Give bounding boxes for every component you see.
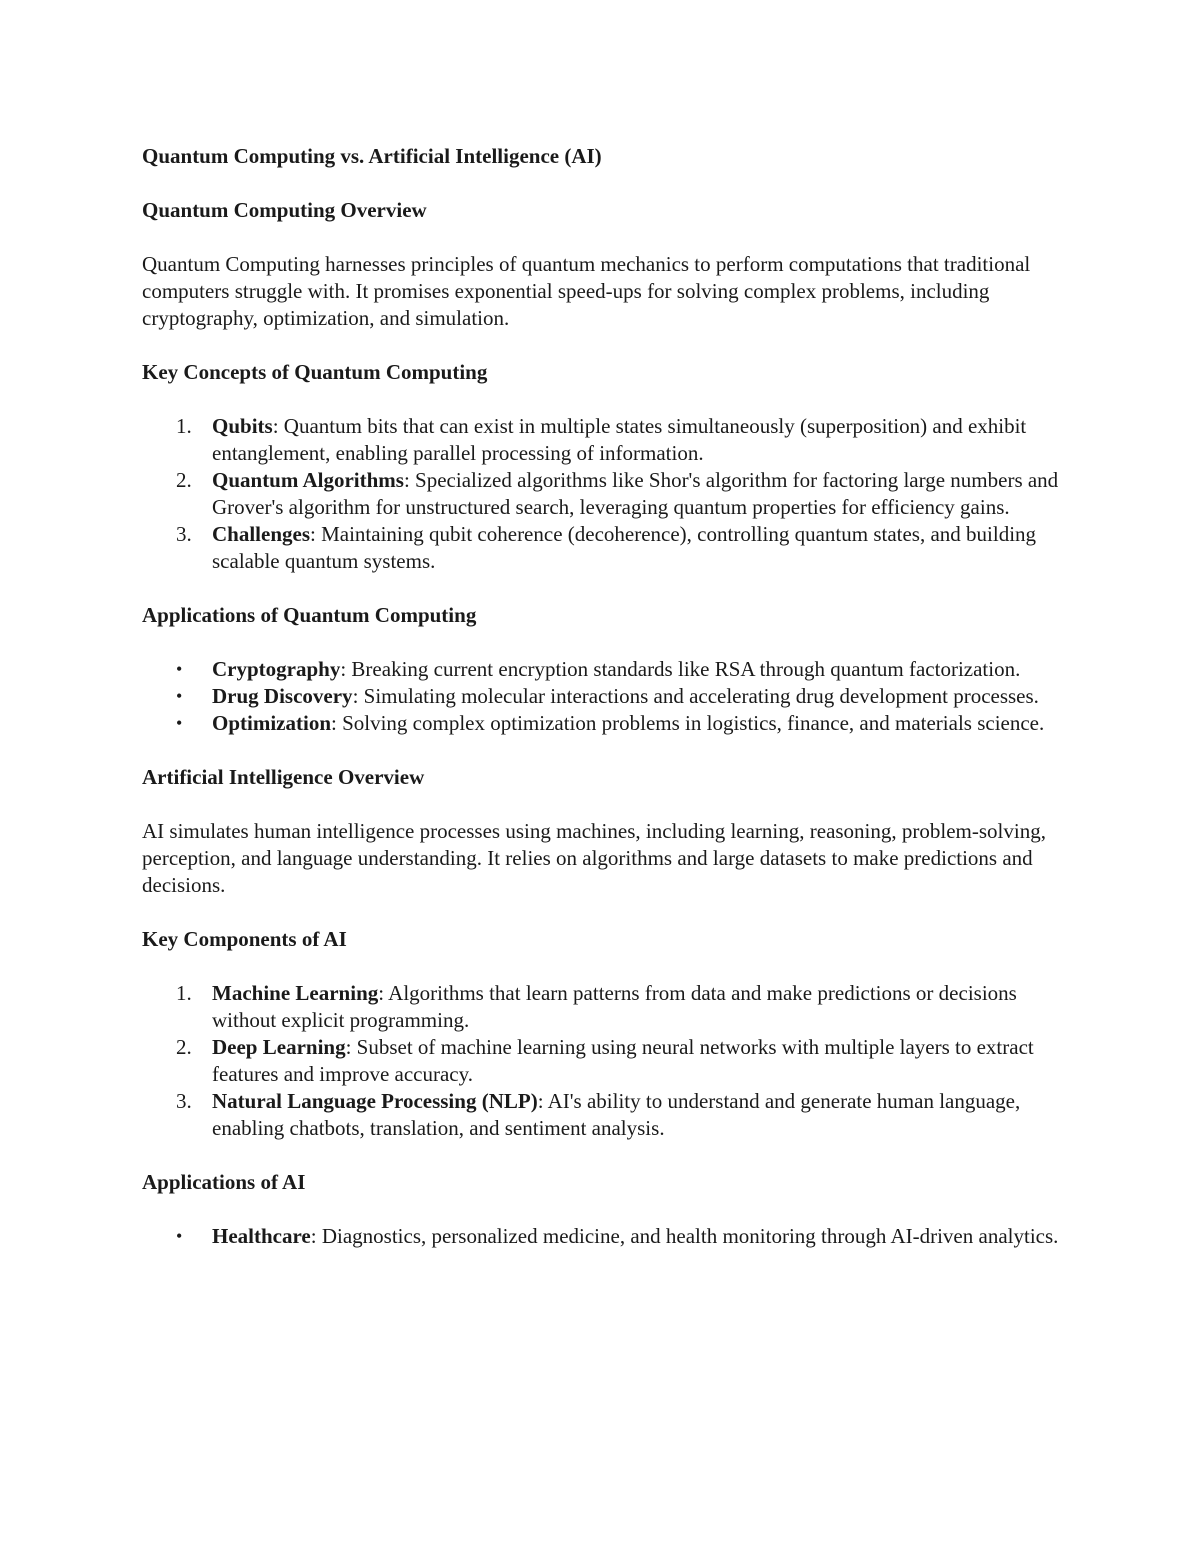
list-number: 3.: [176, 1089, 192, 1113]
section-heading-ai-components: Key Components of AI: [142, 927, 347, 951]
section-heading-qc-concepts: Key Concepts of Quantum Computing: [142, 360, 488, 384]
list-item-text: : Maintaining qubit coherence (decoherence), controlling quantum states, and building scalable quantum systems.: [212, 522, 1037, 573]
bullet-icon: •: [176, 659, 183, 679]
qc-applications-list: [142, 656, 1062, 737]
qc-overview-paragraph: Quantum Computing harnesses principles of quantum mechanics to perform computations that traditional computers struggle with. It promises exponential speed-ups for solving complex problems, including cryptography, optimization, and simulation.: [142, 252, 1031, 330]
list-item: [142, 521, 1062, 575]
list-item: [142, 1088, 1062, 1142]
list-item-term: Deep Learning: [212, 1035, 346, 1059]
list-item-term: Healthcare: [212, 1224, 311, 1248]
list-item: [142, 683, 1062, 710]
document-page: [142, 143, 1062, 1277]
list-number: 1.: [176, 981, 192, 1005]
list-item-text: : Breaking current encryption standards like RSA through quantum factorization.: [340, 657, 1021, 681]
list-item-term: Cryptography: [212, 657, 341, 681]
list-item-text: : Subset of machine learning using neural networks with multiple layers to extract features and improve accuracy.: [212, 1035, 1034, 1086]
list-item: [142, 656, 1062, 683]
list-item-term: Drug Discovery: [212, 684, 353, 708]
list-item-text: : Simulating molecular interactions and accelerating drug development processes.: [352, 684, 1039, 708]
bullet-icon: •: [176, 713, 183, 733]
list-item-text: : Algorithms that learn patterns from data and make predictions or decisions without explicit programming.: [212, 981, 1017, 1032]
list-item: [142, 710, 1062, 737]
list-item: [142, 467, 1062, 521]
document-title: Quantum Computing vs. Artificial Intelligence (AI): [142, 144, 602, 168]
section-heading-qc-applications: Applications of Quantum Computing: [142, 603, 477, 627]
list-item-term: Natural Language Processing (NLP): [212, 1089, 538, 1113]
list-item-text: : Diagnostics, personalized medicine, and health monitoring through AI-driven analytics.: [310, 1224, 1059, 1248]
ai-applications-list: [142, 1223, 1062, 1250]
section-heading-ai-applications: Applications of AI: [142, 1170, 306, 1194]
list-item-text: : AI's ability to understand and generate human language, enabling chatbots, translation, and sentiment analysis.: [212, 1089, 1021, 1140]
list-item-term: Optimization: [212, 711, 331, 735]
section-heading-ai-overview: Artificial Intelligence Overview: [142, 765, 425, 789]
list-item-term: Qubits: [212, 414, 273, 438]
list-number: 3.: [176, 522, 192, 546]
list-item-text: : Specialized algorithms like Shor's algorithm for factoring large numbers and Grover's algorithm for unstructured search, leveraging quantum properties for efficiency gains.: [212, 468, 1059, 519]
bullet-icon: •: [176, 1226, 183, 1246]
list-item-text: : Quantum bits that can exist in multiple states simultaneously (superposition) and exhibit entanglement, enabling parallel processing of information.: [212, 414, 1027, 465]
list-item-term: Quantum Algorithms: [212, 468, 404, 492]
list-number: 2.: [176, 1035, 192, 1059]
bullet-icon: •: [176, 686, 183, 706]
qc-concepts-list: [142, 413, 1062, 575]
list-item: [142, 1223, 1062, 1250]
ai-overview-paragraph: AI simulates human intelligence processes using machines, including learning, reasoning, problem-solving, perception, and language understanding. It relies on algorithms and large datasets to make predictions and decisions.: [142, 819, 1046, 897]
list-number: 1.: [176, 414, 192, 438]
ai-components-list: [142, 980, 1062, 1142]
list-item-term: Machine Learning: [212, 981, 379, 1005]
section-heading-qc-overview: Quantum Computing Overview: [142, 198, 427, 222]
list-number: 2.: [176, 468, 192, 492]
list-item-term: Challenges: [212, 522, 311, 546]
list-item-text: : Solving complex optimization problems in logistics, finance, and materials science.: [331, 711, 1045, 735]
list-item: [142, 413, 1062, 467]
list-item: [142, 1034, 1062, 1088]
list-item: [142, 980, 1062, 1034]
